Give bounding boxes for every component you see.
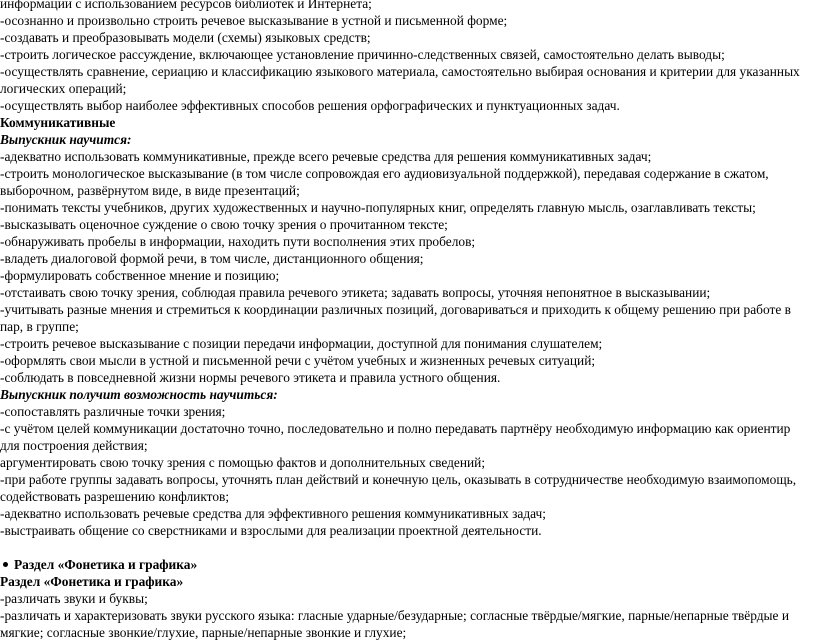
list-item: -высказывать оценочное суждение о свою точку зрения о прочитанном тексте; xyxy=(0,217,448,232)
text-line: -осознанно и произвольно строить речевое высказывание в устной и письменной форме; xyxy=(0,13,508,28)
bullet-section-heading xyxy=(0,556,812,573)
list-item: -с учётом целей коммуникации достаточно точно, последовательно и полно передавать партнёру необходимую информацию как ориентир для построения действия; xyxy=(0,421,791,453)
list-item: -сопоставлять различные точки зрения; xyxy=(0,404,226,419)
list-item: -отстаивать свою точку зрения, соблюдая правила речевого этикета; задавать вопросы, уточняя непонятное в высказывании; xyxy=(0,285,711,300)
list-item: -строить речевое высказывание с позиции передачи информации, доступной для понимания слушателем; xyxy=(0,336,603,351)
subheading-opportunity: Выпускник получит возможность научиться: xyxy=(0,387,278,402)
list-item: -различать звуки и буквы; xyxy=(0,591,148,606)
text-line: -создавать и преобразовывать модели (схемы) языковых средств; xyxy=(0,30,371,45)
section-heading-communicative: Коммуникативные xyxy=(0,115,116,130)
subheading-learns: Выпускник научится: xyxy=(0,132,132,147)
list-item: -владеть диалоговой формой речи, в том числе, дистанционного общения; xyxy=(0,251,424,266)
list-item: -учитывать разные мнения и стремиться к координации различных позиций, договариваться и приходить к общему решению при работе в пар, в группе; xyxy=(0,302,791,334)
list-item: аргументировать свою точку зрения с помощью фактов и дополнительных сведений; xyxy=(0,455,486,470)
list-item: -выстраивать общение со сверстниками и взрослыми для реализации проектной деятельности. xyxy=(0,523,542,538)
blank-line xyxy=(0,539,812,556)
bullet-icon xyxy=(3,562,8,567)
list-item: -оформлять свои мысли в устной и письменной речи с учётом учебных и жизненных речевых ситуаций; xyxy=(0,353,596,368)
list-item: -формулировать собственное мнение и позицию; xyxy=(0,268,280,283)
list-item: -строить монологическое высказывание (в том числе сопровождая его аудиовизуальной поддержкой), передавая содержание в сжатом, выборочном, развёрнутом виде, в виде презентаций; xyxy=(0,166,769,198)
list-item: -понимать тексты учебников, других художественных и научно-популярных книг, определять главную мысль, озаглавливать тексты; xyxy=(0,200,756,215)
text-line: информации с использованием ресурсов библиотек и Интернета; xyxy=(0,0,372,11)
list-item: -при работе группы задавать вопросы, уточнять план действий и конечную цель, оказывать в сотрудничестве необходимую взаимопомощь, содействовать разрешению конфликтов; xyxy=(0,472,797,504)
list-item: -соблюдать в повседневной жизни нормы речевого этикета и правила устного общения. xyxy=(0,370,501,385)
list-item: -обнаруживать пробелы в информации, находить пути восполнения этих пробелов; xyxy=(0,234,476,249)
bullet-heading-text: Раздел «Фонетика и графика» xyxy=(14,557,198,572)
text-line: -осуществлять выбор наиболее эффективных способов решения орфографических и пунктуационных задач. xyxy=(0,98,620,113)
list-item: -адекватно использовать коммуникативные, прежде всего речевые средства для решения коммуникативных задач; xyxy=(0,149,652,164)
list-item: -различать и характеризовать звуки русского языка: гласные ударные/безударные; согласные твёрдые/мягкие, парные/непарные твёрдые и мягкие; согласные звонкие/глухие, парные/непарные звонкие и глухие; xyxy=(0,608,789,640)
text-line: -осуществлять сравнение, сериацию и классификацию языкового материала, самостоятельно выбирая основания и критерии для указанных логических операций; xyxy=(0,64,800,96)
text-line: -строить логическое рассуждение, включающее установление причинно-следственных связей, самостоятельно делать выводы; xyxy=(0,47,725,62)
section-heading-phonetics: Раздел «Фонетика и графика» xyxy=(0,574,184,589)
list-item: -адекватно использовать речевые средства для эффективного решения коммуникативных задач; xyxy=(0,506,546,521)
